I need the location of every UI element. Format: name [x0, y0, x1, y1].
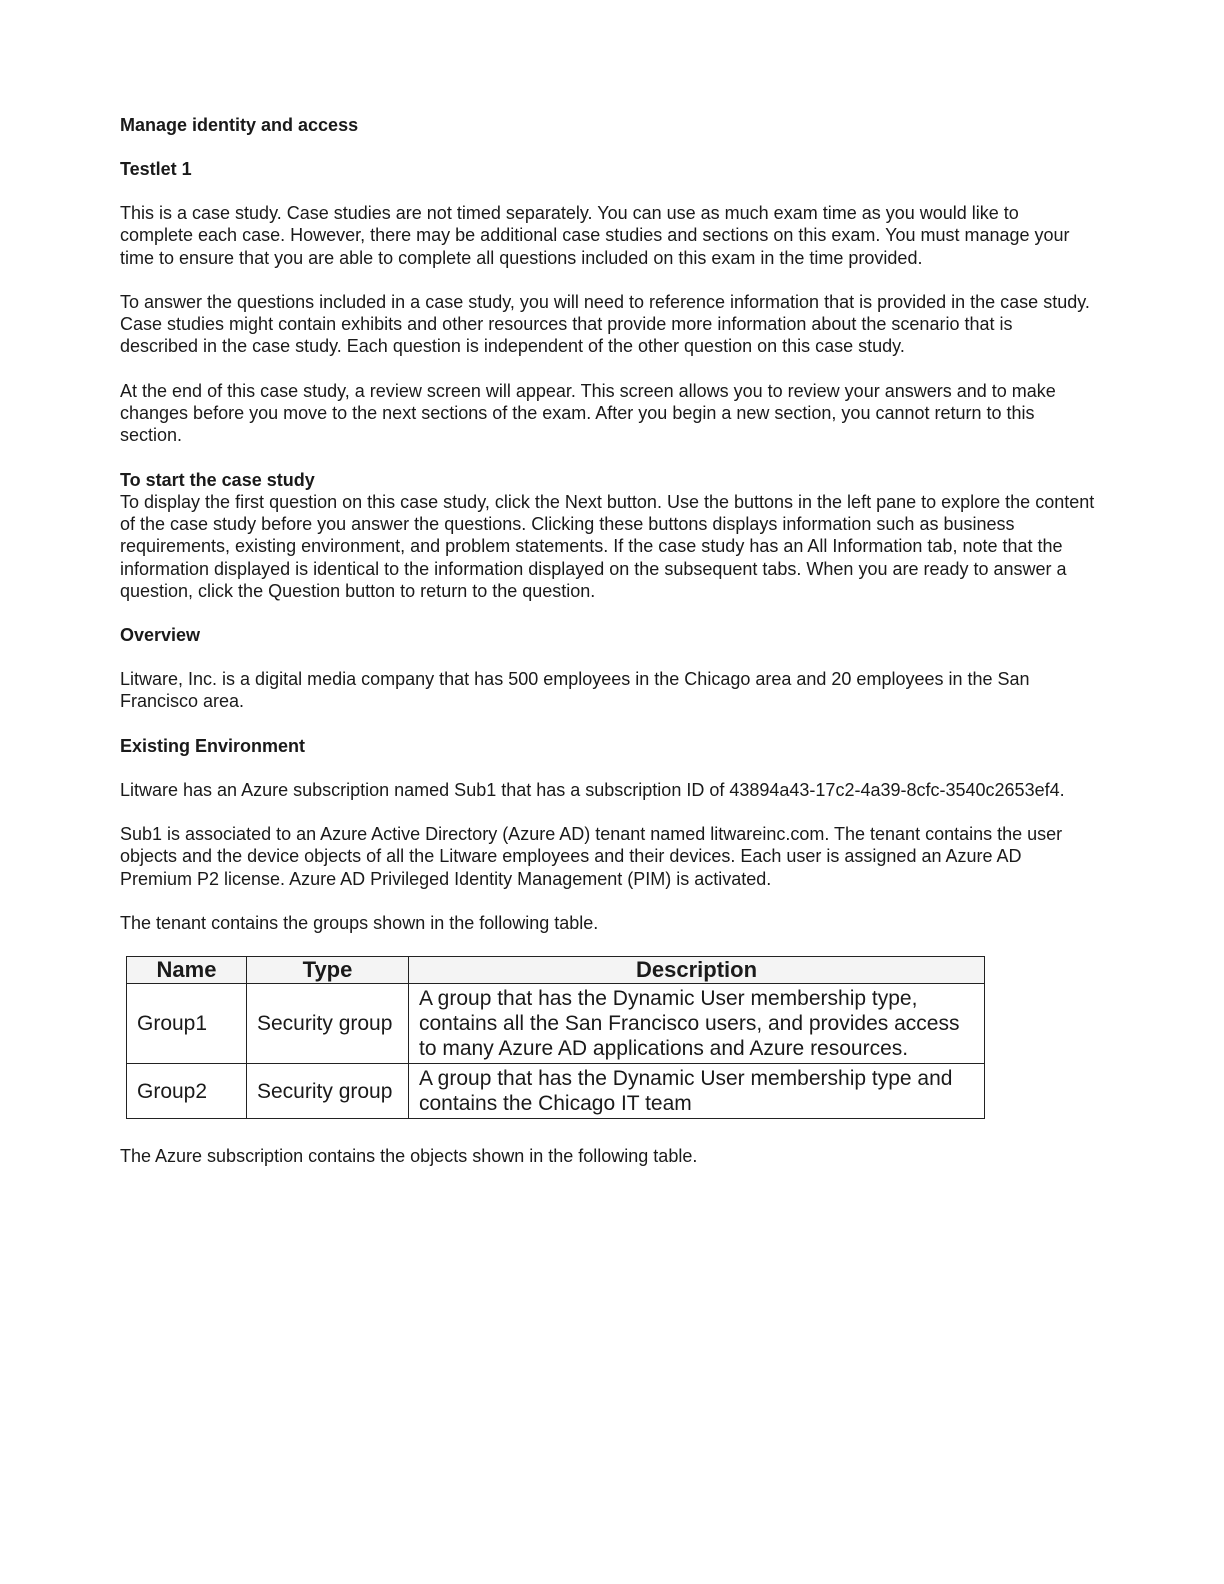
header-description: Description [409, 957, 985, 984]
intro-paragraph-3: At the end of this case study, a review screen will appear. This screen allows you to review your answers and to make changes before you move to the next sections of the exam. After you begin a new section, you cannot return to this section. [120, 380, 1056, 446]
group-name-cell: Group1 [127, 984, 247, 1064]
group-description-cell: A group that has the Dynamic User membership type, contains all the San Francisco users, and provides access to many Azure AD applications and Azure resources. [409, 984, 985, 1064]
group-name-cell: Group2 [127, 1064, 247, 1119]
intro-paragraph-2: To answer the questions included in a case study, you will need to reference information that is provided in the case study. Case studies might contain exhibits and other resources that provide more information about the scenario that is described in the case study. Each question is independent of the other question on this case study. [120, 291, 1090, 357]
group-type-cell: Security group [247, 984, 409, 1064]
header-name: Name [127, 957, 247, 984]
group-type-cell: Security group [247, 1064, 409, 1119]
document-title: Manage identity and access [120, 115, 359, 135]
groups-table [126, 956, 985, 1119]
existing-paragraph-2: Sub1 is associated to an Azure Active Directory (Azure AD) tenant named litwareinc.com. The tenant contains the user objects and the device objects of all the Litware employees and their devices. Each user is assigned an Azure AD Premium P2 license. Azure AD Privileged Identity Management (PIM) is activated. [120, 824, 1063, 889]
table-header-row [127, 957, 985, 984]
start-case-study-text: To display the first question on this case study, click the Next button. Use the buttons in the left pane to explore the content of the case study before you answer the questions. Clicking these buttons displays information such as business requirements, existing environment, and problem statements. If the case study has an All Information tab, note that the information displayed is identical to the information displayed on the subsequent tabs. When you are ready to answer a question, click the Question button to return to the question. [120, 491, 1095, 601]
header-type: Type [247, 957, 409, 984]
testlet-heading: Testlet 1 [120, 159, 192, 179]
start-case-study-heading: To start the case study [120, 469, 315, 490]
intro-paragraph-1: This is a case study. Case studies are not timed separately. You can use as much exam time as you would like to complete each case. However, there may be additional case studies and sections on this exam. You must manage your time to ensure that you are able to complete all questions included on this exam in the time provided. [120, 203, 1070, 268]
table-row [127, 1064, 985, 1119]
existing-environment-heading: Existing Environment [120, 735, 306, 756]
existing-paragraph-1: Litware has an Azure subscription named Sub1 that has a subscription ID of 43894a43-17c2-4a39-8cfc-3540c2653ef4. [120, 779, 1065, 800]
overview-heading: Overview [120, 625, 201, 646]
closing-paragraph: The Azure subscription contains the objects shown in the following table. [120, 1146, 698, 1167]
group-description-cell: A group that has the Dynamic User membership type and contains the Chicago IT team [409, 1064, 985, 1119]
document-page [120, 114, 1095, 1190]
table-row [127, 984, 985, 1064]
overview-text: Litware, Inc. is a digital media company that has 500 employees in the Chicago area and 20 employees in the San Francisco area. [120, 669, 1030, 712]
existing-paragraph-3: The tenant contains the groups shown in the following table. [120, 912, 599, 933]
